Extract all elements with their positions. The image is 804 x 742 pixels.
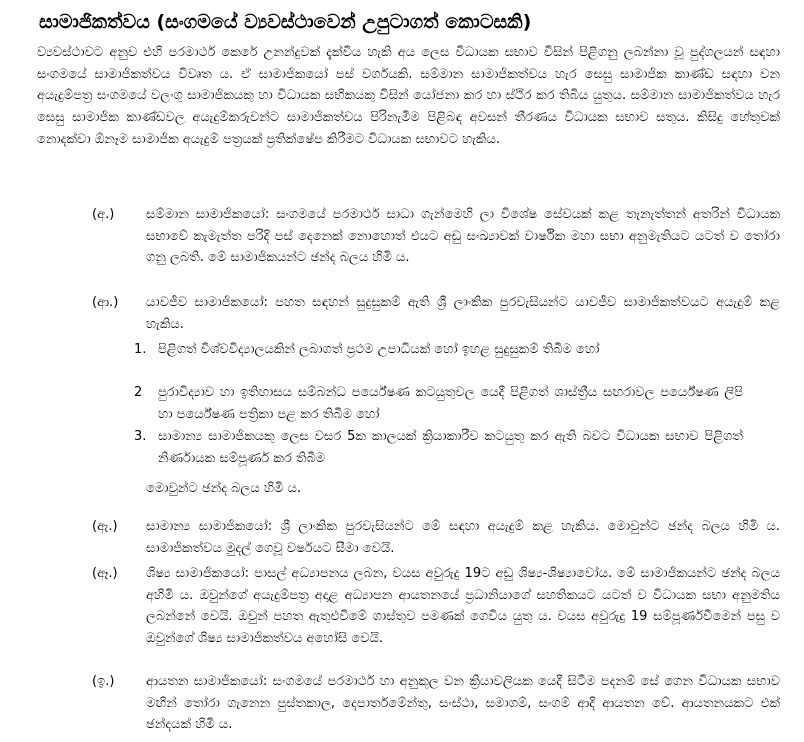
item-marker: (ඇ.) bbox=[92, 519, 118, 534]
criteria-number: 2 bbox=[134, 385, 143, 400]
criteria-text: පුරාවිද්‍යාව හා ඉතිහාසය සම්බන්ධ පර්යේෂණ කටයුතුවල යෙදී පිළිගත් ශාස්ත්‍රීය සඟරාවල පර්යේෂණ ලිපි හා පර්යේෂණ පත්‍රිකා පළ කර තිබීම හෝ bbox=[158, 385, 743, 422]
item-text: ආයතන සාමාජිකයෝ: සංගමයේ පරමාර්ථ හා අනුකූල වන ක්‍රියාවලියක යෙදී සිටීම පදනම් සේ ගෙන විධායක සභාව මඟින් තෝරා ගැනෙන පුස්තකාල, දෙපාර්තමේන්තු, සංස්ථා, සමාගම්, සංගම් ආදි ආයතන වේ. ආයතනයකට එක් ඡන්දයක් හිමි ය. bbox=[146, 674, 780, 733]
item-text: යාවජීව සාමාජිකයෝ: පහත සඳහන් සුදුසුකම් ඇති ශ්‍රී ලාංකික පුරවැසියන්ට යාවජීව සාමාජිකත්වයට අයැදුම් කළ හැකිය. bbox=[146, 295, 780, 332]
item-text: ශිෂ්‍ය සාමාජිකයෝ: පාසල් අධ්‍යාපනය ලබන, වයස අවුරුදු 19ට අඩු ශිෂ්‍ය-ශිෂ්‍යාවෝය. මේ සාමාජිකයන්ට ඡන්ද බලය අහිමි ය. ඔවුන්ගේ අයැදුම්පත්‍ර අදාළ අධ්‍යාපන ආයතනයේ ප්‍රධානියාගේ සහතිකයට යටත් ව විධායක සභා අනුමතිය ලබන්නේ වෙයි. ඔවුන් පහත ඇතුළුවීමේ ගාස්තුව පමණක් ගෙවිය යුතු ය. වයස අවුරුදු 19 සම්පූර්ණවීමෙන් පසු ව ඔවුන්ගේ ශිෂ්‍ය සාමාජිකත්වය අහෝසි වෙයි. bbox=[146, 566, 780, 647]
item-marker: (අ.) bbox=[92, 207, 115, 222]
intro-paragraph: ව්‍යවස්ථාවට අනුව එහි පරමාර්ථ කෙරේ උනන්දුවක් දැක්විය හැකි අය ලෙස විධායක සභාව විසින් පිළිගනු ලබන්නා වූ පුද්ගලයන් සඳහා සංගමයේ සාමාජිකත්වය විවෘත ය. ඒ සාමාජිකයෝ පස් වර්ගයකි. සම්මාන සාමාජිකත්වය හැර සෙසු සාමාජික කාණ්ඩ සඳහා වන අයැදුම්පත්‍ර සංගමයේ වලංගු සාමාජිකයකු හා විධායක සභිකයකු විසින් යෝජනා කර හා ස්ථිර කර තිබිය යුතුය. සම්මාන සාමාජිකත්වය හැර සෙසු සාමාජික කාණ්ඩවල අයැදුම්කරුවන්ට සාමාජිකත්වය පිරිනැමීම පිළිබඳ අවසන් තීරණය විධායක සභාව සතුය. කිසිදු හේතුවක් නොදක්වා ඕනෑම සාමාජික අයැදුම් පත්‍රයක් ප්‍රතික්ෂේප කිරීමට විධායක සභාවට හැකිය. bbox=[37, 45, 780, 147]
criteria-text: සාමාන්‍ය සාමාජිකයකු ලෙස වසර 5ක කාලයක් ක්‍රියාකාරීව කටයුතු කර ඇති බවට විධායක සභාව පිළිගත් නිර්ණායක සම්පූර්ණ කර තිබීම bbox=[158, 429, 743, 466]
page-title: සාමාජිකත්වය (සංගමයේ ව්‍යවස්ථාවෙන් උපුටාගත් කොටසකි) bbox=[39, 11, 532, 33]
item-text: සම්මාන සාමාජිකයෝ: සංගමයේ පරමාර්ථ සාධා ගැන්මෙහි ලා විශේෂ සේවයක් කළ තැනැත්තන් අතරින් විධායක සභාවේ කැමැත්ත පරිදි පස් දෙනෙක් නොහොත් එයට අඩු සංඛ්‍යාවක් වාර්ෂික මහා සභා අනුමැතියට යටත් ව තෝරා ගනු ලබති. මේ සාමාජිකයන්ට ඡන්ද බලය හිමි ය. bbox=[146, 207, 780, 266]
criteria-text: පිළිගත් විශ්වවිද්‍යාලයකින් ලබාගත් ප්‍රථම උපාධියක් හෝ ඉහළ සුදුසුකම් තිබීම හෝ bbox=[158, 342, 600, 357]
item-marker: (ආ.) bbox=[92, 295, 119, 310]
criteria-number: 3. bbox=[134, 429, 147, 444]
item-text: සාමාන්‍ය සාමාජිකයෝ: ශ්‍රී ලාංකික පුරවැසියන්ට මේ සඳහා අයැදුම් කළ හැකිය. මොවුන්ට ඡන්ද බලය හිමි ය. සාමාජිකත්වය මුදල් ගෙවූ වර්ෂයට සීමා වෙයි. bbox=[146, 519, 780, 556]
item-marker: (ඈ.) bbox=[92, 566, 118, 581]
life-voting-note: මොවුන්ට ඡන්ද බලය හිමි ය. bbox=[146, 481, 302, 496]
item-marker: (ඉ.) bbox=[92, 674, 115, 689]
criteria-number: 1. bbox=[134, 342, 147, 357]
